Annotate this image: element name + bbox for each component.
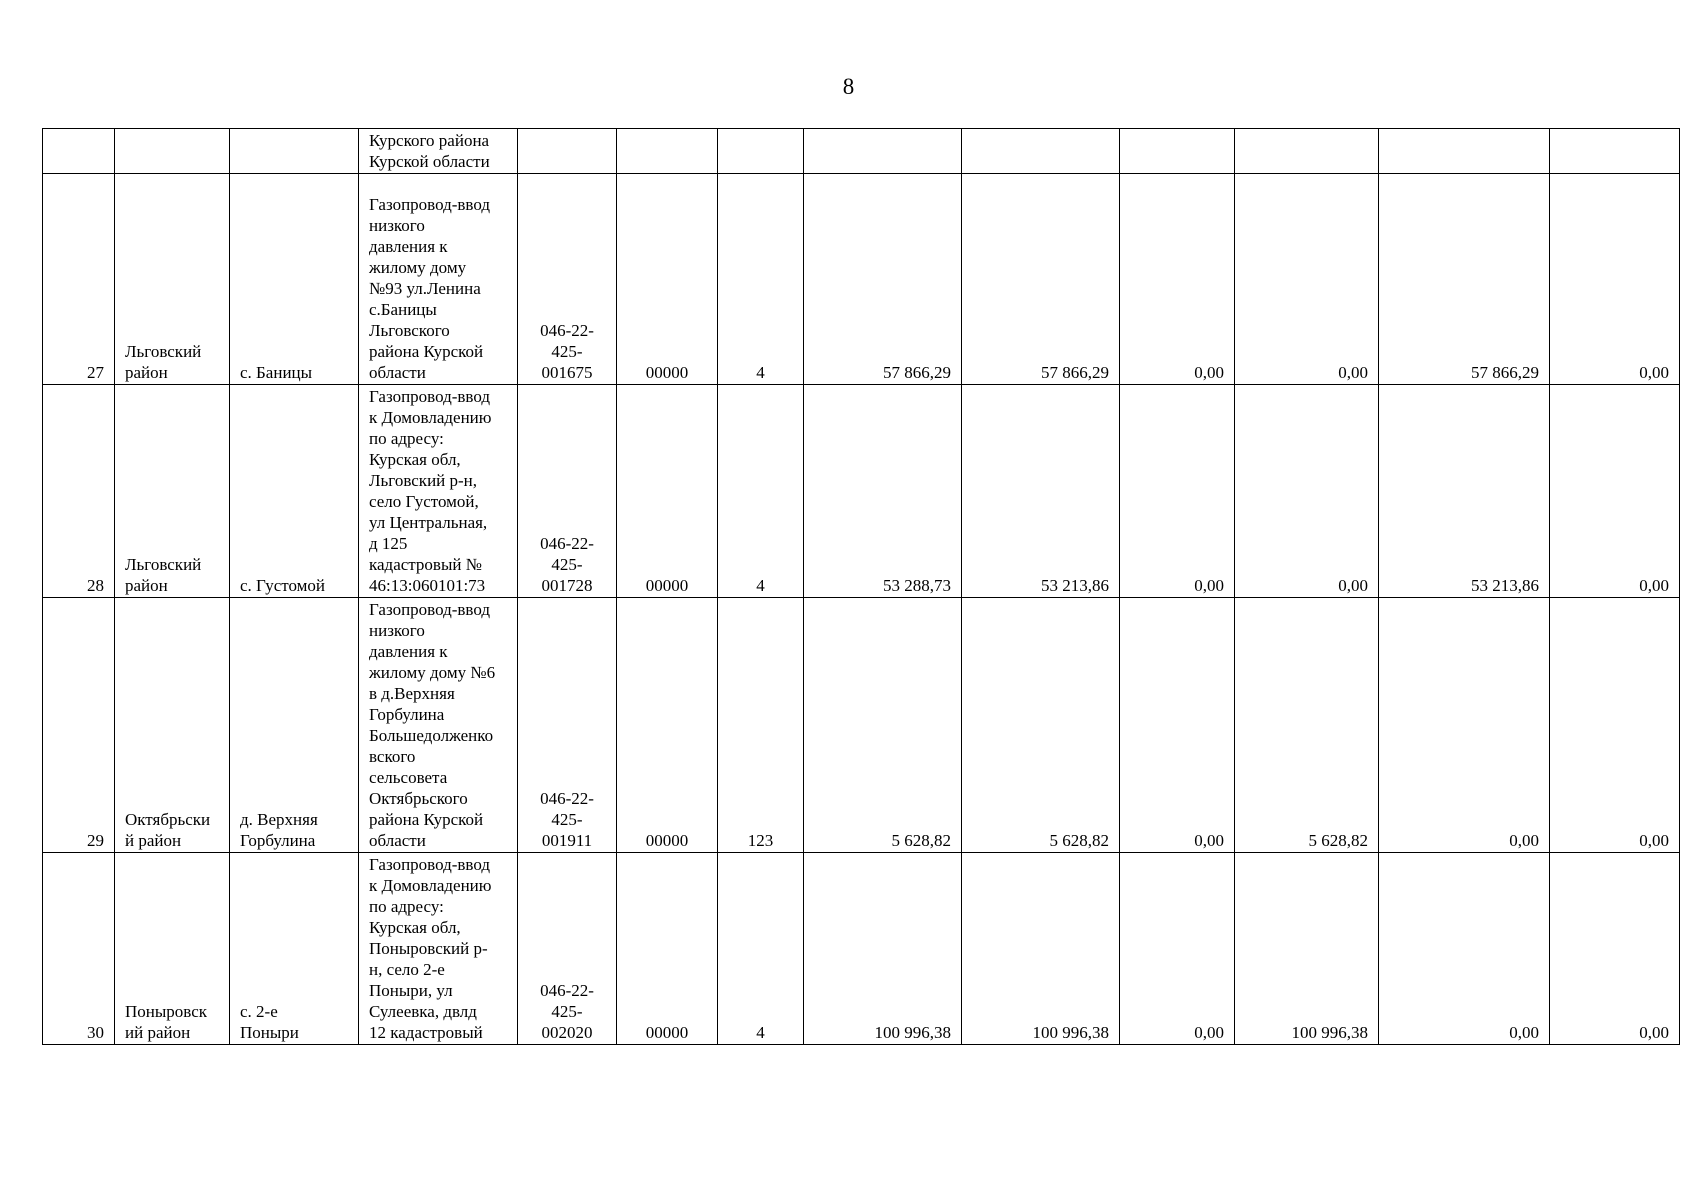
settlement-line: Поныри [240,1023,299,1042]
cell-value-3: 0,00 [1120,174,1235,385]
cadastral-line: 001911 [541,831,593,850]
cadastral-line: 046-22- [540,534,594,553]
cell-settlement [230,853,359,1045]
cell-value-6: 0,00 [1550,598,1680,853]
object-line: Поныри, ул [369,981,453,1000]
object-line: района Курской [369,342,484,361]
object-line: давления к [369,237,448,256]
object-line: Льговского [369,321,450,340]
object-line: 12 кадастровый [369,1023,483,1042]
object-line: области [369,363,426,382]
district-line: Октябрьски [125,810,211,829]
cadastral-line: 425- [551,1002,583,1021]
district-line: район [125,576,168,595]
object-line: Большедолженко [369,726,494,745]
cadastral-line: 002020 [541,1023,593,1042]
cell-cadastral [518,853,617,1045]
object-line: Курского района [369,131,490,150]
settlement-line: с. 2-е [240,1002,278,1021]
cell-value-2 [962,129,1120,174]
object-line: давления к [369,642,448,661]
cell-value-5: 57 866,29 [1379,174,1550,385]
cadastral-line: 425- [551,342,583,361]
cadastral-line: 425- [551,555,583,574]
cadastral-line: 001728 [541,576,593,595]
cell-number: 30 [43,853,115,1045]
object-line: к Домовладению [369,408,492,427]
cell-settlement [230,598,359,853]
cell-district [115,598,230,853]
cell-value-3: 0,00 [1120,853,1235,1045]
cell-number: 29 [43,598,115,853]
object-line: Газопровод-ввод [369,387,490,406]
cadastral-line: 046-22- [540,789,594,808]
settlement-line: Горбулина [240,831,316,850]
cell-cadastral [518,385,617,598]
object-line: Поныровский р- [369,939,488,958]
settlement-line: с. Густомой [240,576,326,595]
object-line: д 125 [369,534,408,553]
cell-value-4: 0,00 [1235,174,1379,385]
object-line: Газопровод-ввод [369,855,490,874]
cell-value-3: 0,00 [1120,385,1235,598]
cell-settlement [230,129,359,174]
object-line: кадастровый № [369,555,482,574]
object-line: вского [369,747,416,766]
cell-value-5: 0,00 [1379,853,1550,1045]
cadastral-line: 046-22- [540,321,594,340]
cell-value-1 [804,129,962,174]
cell-cadastral [518,174,617,385]
object-line: жилому дому №6 [369,663,496,682]
cell-value-4: 100 996,38 [1235,853,1379,1045]
object-line: жилому дому [369,258,467,277]
cell-district [115,385,230,598]
page-number: 8 [842,74,855,99]
cell-value-5: 53 213,86 [1379,385,1550,598]
settlement-line: с. Баницы [240,363,313,382]
cell-value-1: 53 288,73 [804,385,962,598]
cadastral-line: 425- [551,810,583,829]
cell-count: 4 [718,385,804,598]
cell-count: 4 [718,174,804,385]
cell-settlement [230,174,359,385]
cell-cadastral [518,598,617,853]
cell-value-4 [1235,129,1379,174]
cell-code: 00000 [617,853,718,1045]
object-line: сельсовета [369,768,448,787]
object-line: №93 ул.Ленина [369,279,481,298]
object-line: Курская обл, [369,918,461,937]
cell-district [115,174,230,385]
cell-value-1: 5 628,82 [804,598,962,853]
cell-value-1: 100 996,38 [804,853,962,1045]
cell-value-3: 0,00 [1120,598,1235,853]
object-line: Курская обл, [369,450,461,469]
cell-value-2: 100 996,38 [962,853,1120,1045]
cell-value-6: 0,00 [1550,174,1680,385]
cell-number: 28 [43,385,115,598]
object-line: 46:13:060101:73 [369,576,486,595]
district-line: й район [125,831,182,850]
cell-settlement [230,385,359,598]
object-line: с.Баницы [369,300,437,319]
cell-count [718,129,804,174]
cadastral-line: 046-22- [540,981,594,1000]
object-line: ул Центральная, [369,513,488,532]
district-line: Льговский [125,342,202,361]
continuation-row [43,129,1680,174]
cell-object [359,129,518,174]
object-line: н, село 2-е [369,960,445,979]
object-line: области [369,831,426,850]
table-row [43,853,1680,1045]
cell-object [359,598,518,853]
cadastral-line: 001675 [541,363,593,382]
object-line: Октябрьского [369,789,468,808]
object-line: района Курской [369,810,484,829]
district-line: Поныровск [125,1002,208,1021]
cell-value-4: 5 628,82 [1235,598,1379,853]
cell-number [43,129,115,174]
district-line: ий район [125,1023,191,1042]
object-line: Газопровод-ввод [369,600,490,619]
object-line: Курской области [369,152,490,171]
object-line: село Густомой, [369,492,479,511]
cell-value-5: 0,00 [1379,598,1550,853]
object-line: в д.Верхняя [369,684,455,703]
object-line: к Домовладению [369,876,492,895]
cell-count: 123 [718,598,804,853]
cell-value-2: 57 866,29 [962,174,1120,385]
cell-district [115,129,230,174]
object-line: Горбулина [369,705,445,724]
object-line: низкого [369,216,425,235]
object-line: по адресу: [369,897,444,916]
cell-object [359,385,518,598]
register-table [42,128,1680,1045]
cell-district [115,853,230,1045]
cell-object [359,174,518,385]
cell-value-1: 57 866,29 [804,174,962,385]
district-line: Льговский [125,555,202,574]
cell-code: 00000 [617,174,718,385]
object-line: по адресу: [369,429,444,448]
cell-value-2: 53 213,86 [962,385,1120,598]
cell-number: 27 [43,174,115,385]
cell-cadastral [518,129,617,174]
cell-value-6 [1550,129,1680,174]
table-row [43,598,1680,853]
district-line: район [125,363,168,382]
cell-value-5 [1379,129,1550,174]
object-line: Сулеевка, двлд [369,1002,477,1021]
cell-code: 00000 [617,385,718,598]
cell-value-4: 0,00 [1235,385,1379,598]
table-row [43,174,1680,385]
object-line: Газопровод-ввод [369,195,490,214]
object-line: Льговский р-н, [369,471,478,490]
table-row [43,385,1680,598]
cell-count: 4 [718,853,804,1045]
cell-value-2: 5 628,82 [962,598,1120,853]
cell-value-6: 0,00 [1550,385,1680,598]
cell-value-6: 0,00 [1550,853,1680,1045]
cell-code: 00000 [617,598,718,853]
cell-object [359,853,518,1045]
settlement-line: д. Верхняя [240,810,318,829]
cell-code [617,129,718,174]
cell-value-3 [1120,129,1235,174]
object-line: низкого [369,621,425,640]
